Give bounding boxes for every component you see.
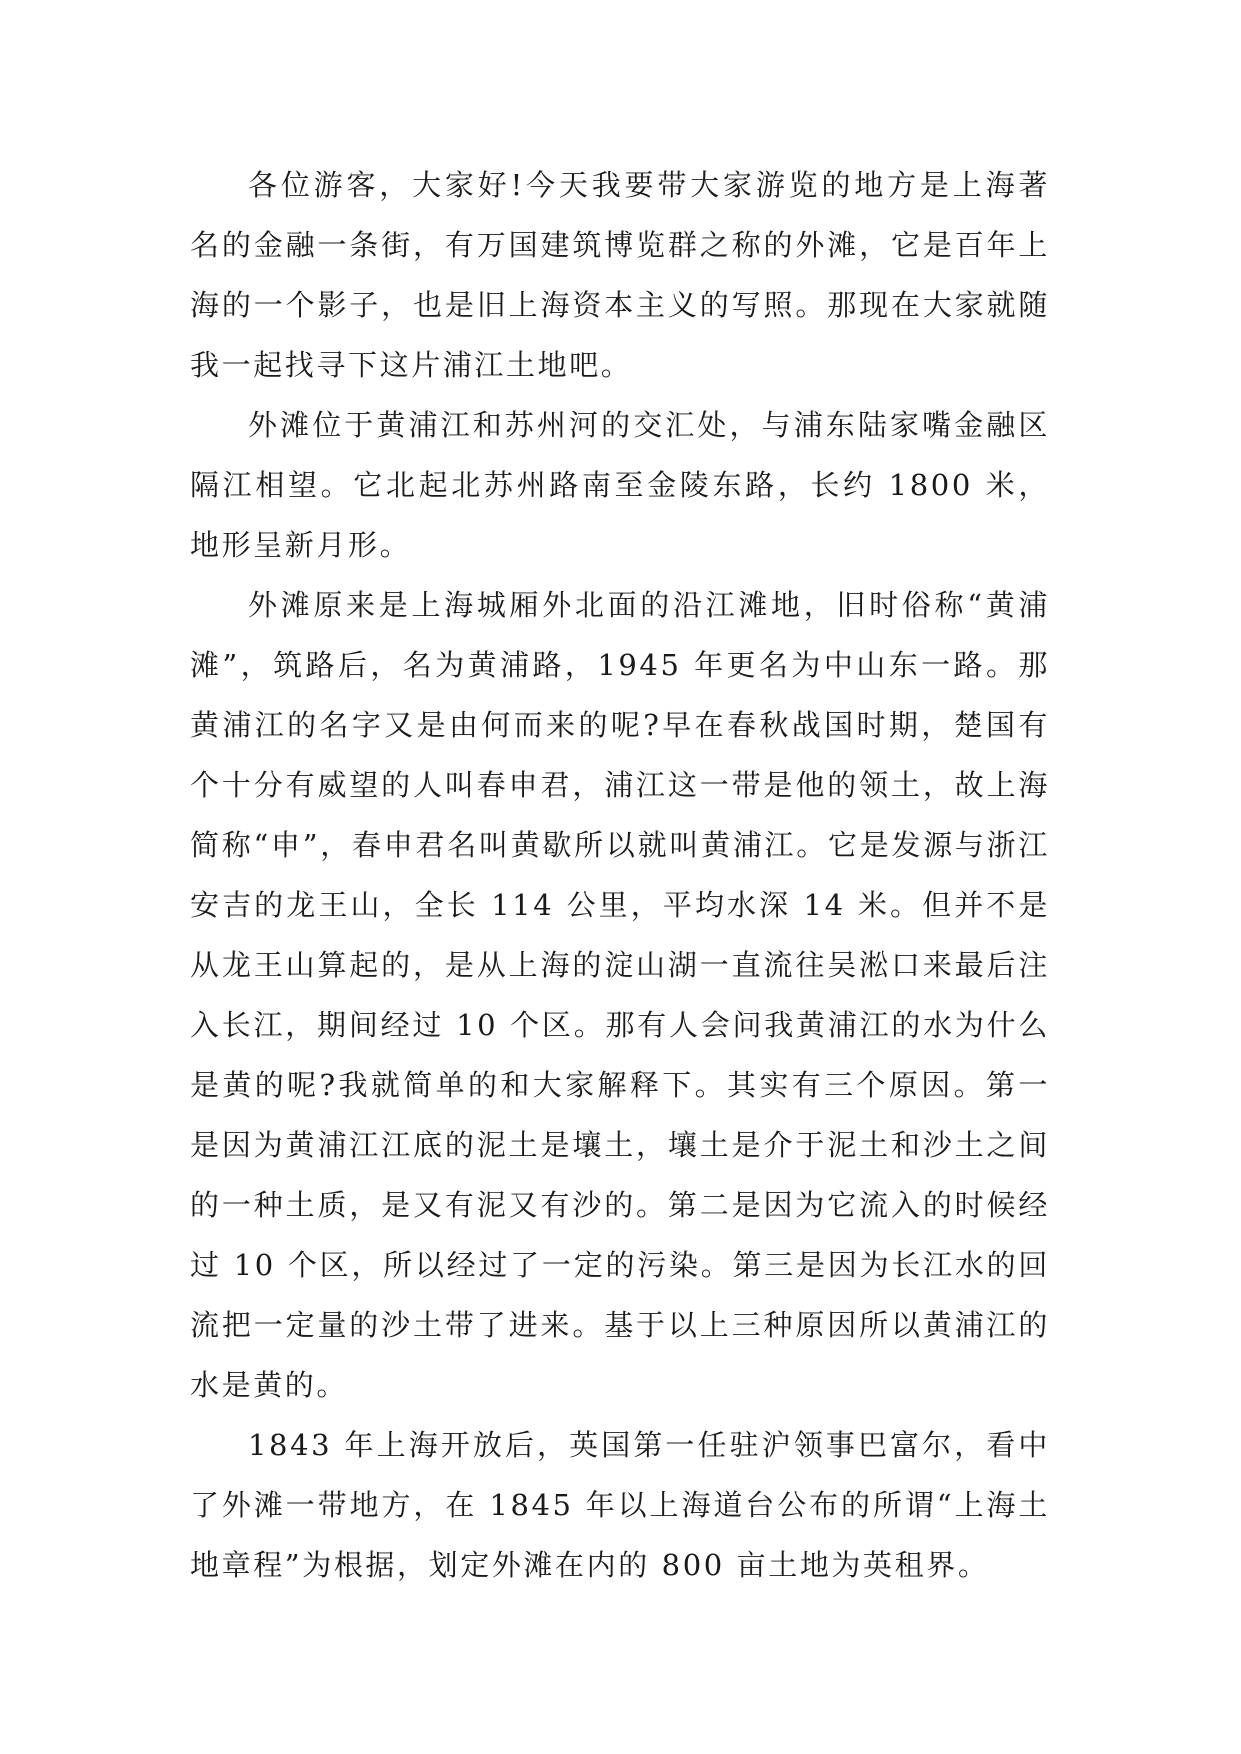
paragraph-history: 外滩原来是上海城厢外北面的沿江滩地，旧时俗称“黄浦滩”，筑路后，名为黄浦路，1945 年更名为中山东一路。那黄浦江的名字又是由何而来的呢?早在春秋战国时期，楚国有个十分有威望的人叫春申君，浦江这一带是他的领土，故上海简称“申”，春申君名叫黄歇所以就叫黄浦江。它是发源与浙江安吉的龙王山，全长 114 公里，平均水深 14 米。但并不是从龙王山算起的，是从上海的淀山湖一直流往吴淞口来最后注入长江，期间经过 10 个区。那有人会问我黄浦江的水为什么是黄的呢?我就简单的和大家解释下。其实有三个原因。第一是因为黄浦江江底的泥土是壤土，壤土是介于泥土和沙土之间的一种土质，是又有泥又有沙的。第二是因为它流入的时候经过 10 个区，所以经过了一定的污染。第三是因为长江水的回流把一定量的沙土带了进来。基于以上三种原因所以黄浦江的水是黄的。 [190, 588, 1050, 1402]
paragraph-location: 外滩位于黄浦江和苏州河的交汇处，与浦东陆家嘴金融区隔江相望。它北起北苏州路南至金陵东路，长约 1800 米，地形呈新月形。 [190, 408, 1050, 562]
paragraph-concession: 1843 年上海开放后，英国第一任驻沪领事巴富尔，看中了外滩一带地方，在 1845 年以上海道台公布的所谓“上海土地章程”为根据，划定外滩在内的 800 亩土地为英租界。 [190, 1428, 1050, 1582]
document-page [190, 155, 1050, 1595]
paragraph-intro: 各位游客，大家好!今天我要带大家游览的地方是上海著名的金融一条街，有万国建筑博览群之称的外滩，它是百年上海的一个影子，也是旧上海资本主义的写照。那现在大家就随我一起找寻下这片浦江土地吧。 [190, 168, 1050, 382]
